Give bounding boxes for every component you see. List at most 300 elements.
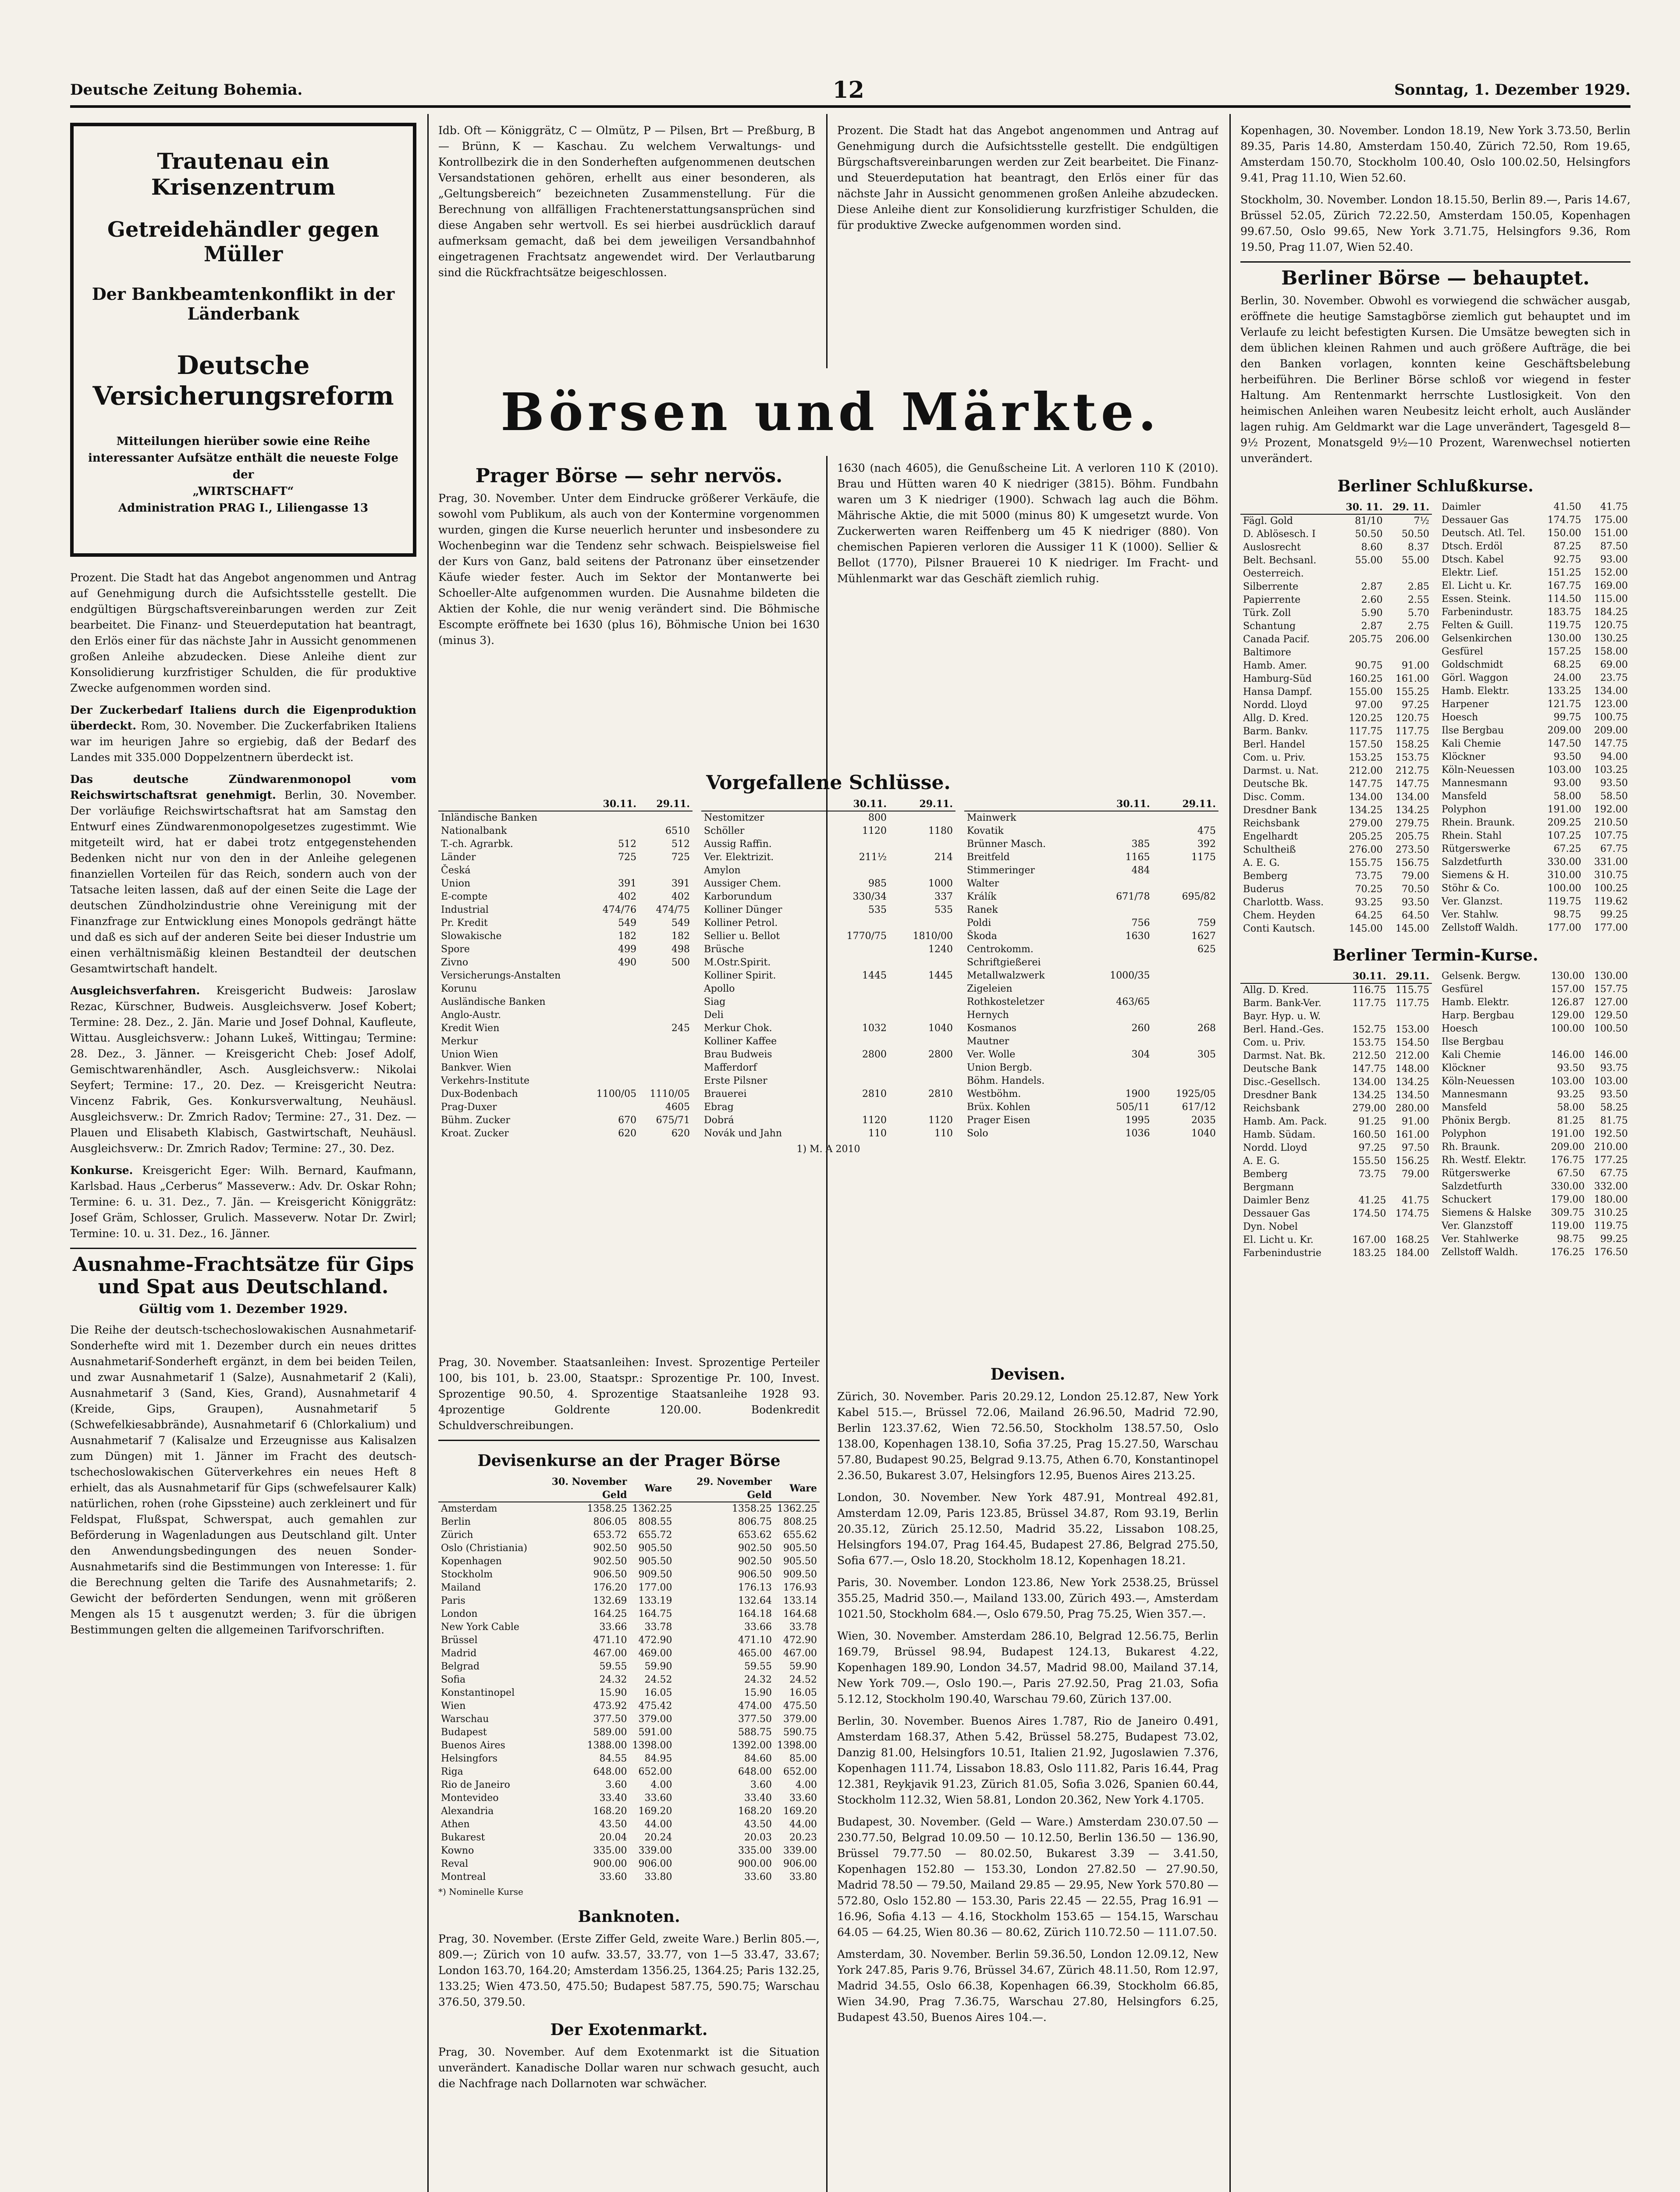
table-row [438,838,693,851]
table-row [438,1844,820,1858]
row-label: Dobrá [704,1115,734,1126]
table-cell: 114.50 [1547,594,1581,605]
table-row [1439,1128,1630,1141]
article-text: London, 30. November. New York 487.91, Montreal 492.81, Amsterdam 12.09, Paris 123.85, Brüssel 34.87, Rom 93.19, Berlin 20.35.12, Zürich 25.12.50, Madrid 35.22, Lissabon 108.25, Helsingfors 194.07, Prag 164.45, Budapest 27.86, Belgrad 275.50, Sofia 677.—, Oslo 18.20, Stockholm 18.12, Kopenhagen 18.21. [837,1491,1218,1567]
table-row [701,1009,955,1022]
row-label: Canada Pacif. [1243,634,1310,645]
row-label: Nestomitzer [704,812,764,823]
row-label: Disc.-Gesellsch. [1243,1077,1321,1088]
row-label: Hamb. Elektr. [1442,997,1510,1008]
table-cell: 93.50 [1557,1063,1585,1074]
column-header: 30.11. [1087,797,1152,811]
table-cell: 653.62 [738,1530,772,1541]
row-label: Alexandria [441,1806,494,1817]
table-cell: 176.50 [1594,1247,1628,1258]
table-cell [586,1048,639,1061]
row-label: Ilse Bergbau [1442,1036,1504,1047]
table-cell: 475.50 [783,1701,817,1712]
table-row [438,1127,693,1140]
table-cell: 130.00 [1551,971,1585,982]
table-cell [889,838,955,851]
table-cell: 130.00 [1547,633,1581,644]
table-cell: 671/78 [1116,891,1150,902]
table-cell: 909.50 [783,1569,817,1580]
row-label: Amylon [704,865,741,876]
table-cell: 59.55 [599,1661,627,1672]
table-cell: 905.50 [638,1543,672,1554]
table-cell [889,1101,955,1114]
table-row [1240,1128,1432,1142]
table-row [1240,883,1432,896]
table-row [1240,922,1432,936]
article-text: Die Reihe der deutsch-tschechoslowakischen Ausnahmetarif-Sonderhefte wird mit 1. Dezember durch ein neues drittes Ausnahmetarif-Sonderheft ergänzt, in dem bei beiden Teilen, und zwar Ausnahmetarif 1 (Salze), Ausnahmetarif 2 (Kali), Ausnahmetarif 3 (Sand, Kies, Grand), Ausnahmetarif 4 (Kreide, Gips, Graupen), Ausnahmetarif 5 (Schwefelkiesabbrände), Ausnahmetarif 6 (Chlorkalium) und Ausnahmetarif 7 (Kalisalze und Erzeugnisse aus Kalisalzen zum Düngen) mit 1. Jänner im Fracht des deutsch-tschechoslowakischen Güterverkehres ein neues Heft 8 erhielt, das als Ausnahmetarif für Gips (schwefelsaurer Kalk) natürlichen, rohen (rohe Gipssteine) auch zerkleinert und für Feldspat, Flußspat, Schwerspat, auch gemahlen zur Beförderung in Wagenladungen aus Deutschland gilt. Unter den Anwendungsbedingungen des neuen Sonder-Ausnahmetarifs sind die Bestimmungen von Interesse: 1. für die Berechnung gelten die Tarife des Ausnahmetarifs; 2. Gewicht der beförderten Sendungen, wenn mit größeren Mengen als 15 t ausgenutzt werden; 3. für die übrigen Bestimmungen gelten die allgemeinen Tarifvorschriften. [70,1324,416,1636]
table-row [1240,1221,1432,1234]
table-row [1439,751,1630,764]
table-cell: 310.25 [1594,1207,1628,1218]
ad-headline-4: Deutsche Versicherungsreform [92,350,394,411]
row-label: Hoesch [1442,712,1478,723]
table-cell: 59.55 [744,1661,772,1672]
table-cell: 84.95 [644,1753,672,1764]
row-label: Böhm. Handels. [967,1075,1045,1086]
table-cell: 20.23 [789,1832,817,1843]
row-label: Kolliner Spirit. [704,970,776,981]
table-row [1439,737,1630,751]
article-text: Prag, 30. November. Staatsanleihen: Invest. Sprozentige Perteiler 100, bis 101, b. 23.00, Staatspr.: Sprozentige Pr. 100, Invest. Sprozentige 90.50, 4. Sprozentige Staatsanleihe 1928 93. 4prozentige Goldrente 120.00. Bodenkredit Schuldverschreibungen. [438,1356,820,1432]
row-label: Berlin [441,1516,471,1527]
row-label: Inländische Banken [441,812,538,823]
table-row [1240,1142,1432,1155]
table-cell: 33.40 [599,1793,627,1804]
table-cell [1385,646,1432,659]
table-cell [889,1061,955,1075]
row-label: Sellier u. Bellot [704,931,780,942]
table-row [1439,1088,1630,1101]
table-cell: 33.66 [744,1622,772,1633]
table-row [1439,1233,1630,1246]
row-label: Oslo (Christiania) [441,1543,527,1554]
row-label: Rhein. Braunk. [1442,817,1515,828]
table-cell [1339,567,1385,580]
table-cell: 490 [618,957,637,968]
table-cell: 177.00 [1594,922,1628,933]
row-label: Gesfürel [1442,984,1483,995]
advertisement-box [70,123,416,557]
table-row [701,996,955,1009]
table-row [964,996,1218,1009]
row-label: Reichsbank [1243,1103,1300,1114]
table-cell [889,956,955,969]
table-cell [823,1061,889,1075]
row-label: Erste Pilsner [704,1075,767,1086]
page-number: 12 [832,76,864,103]
table-cell: 2.87 [1361,621,1383,632]
table-cell: 1445 [862,970,887,981]
row-label: Spore [441,944,470,955]
table-cell [586,1101,639,1114]
row-label: Korunu [441,983,477,994]
table-cell [1389,1181,1432,1194]
ad-headline-3: Der Bankbeamtenkonflikt in der Länderbank [92,284,395,324]
row-label: Bergmann [1243,1182,1294,1193]
table-cell: 209.00 [1551,1142,1585,1153]
table-row [701,982,955,996]
row-label: Schultheiß [1243,844,1296,855]
row-label: Rh. Braunk. [1442,1142,1500,1153]
row-label: Riga [441,1766,463,1777]
table-cell: 97.00 [1355,700,1383,711]
ad-note: Mitteilungen hierüber sowie eine Reihe interessanter Aufsätze enthält die neueste Folge der [88,435,398,481]
section-title: Berliner Börse — behauptet. [1281,267,1590,289]
table-cell: 179.00 [1551,1194,1585,1205]
table-row [1439,1154,1630,1167]
row-label: Schriftgießerei [967,957,1041,968]
column-header: Ware [774,1475,820,1502]
row-label: Hamb. Am. Pack. [1243,1116,1327,1127]
row-label: Kovatik [967,826,1004,836]
table-cell: 900.00 [593,1858,627,1869]
row-label: Poldi [967,918,991,929]
table-cell: 1810/00 [913,931,953,942]
column-header: 30. November Geld [530,1475,630,1502]
row-label: Kowno [441,1845,474,1856]
table-cell: 110 [934,1128,953,1139]
table-cell: 8.60 [1361,542,1383,553]
table-row [438,1114,693,1127]
table-cell: 467.00 [593,1648,627,1659]
table-cell: 182 [671,931,690,942]
table-row [438,1621,820,1634]
table-cell: 130.25 [1594,633,1628,644]
table-row [438,1009,693,1022]
table-cell: 129.50 [1594,1010,1628,1021]
table-row [1240,870,1432,883]
table-row [438,877,693,890]
table-cell: 330/34 [852,891,887,902]
table-cell [1385,567,1432,580]
table-cell: 64.25 [1355,910,1383,921]
table-row [1439,1049,1630,1062]
table-cell: 134.25 [1352,1090,1386,1101]
table-cell: 1000 [928,878,953,889]
row-label: Dtsch. Erdöl [1442,541,1503,552]
column-header [1240,501,1339,514]
table-row [1439,1167,1630,1180]
row-label: Länder [441,852,476,863]
table-row [1439,501,1630,514]
table-row [438,1555,820,1568]
table-cell: 153.75 [1352,1037,1386,1048]
table-row [1240,725,1432,738]
table-row [438,904,693,917]
table-row [964,1127,1218,1140]
table-row [1439,1101,1630,1114]
table-cell: 73.75 [1355,871,1383,882]
table-cell [823,838,889,851]
row-label: Mafferdorf [704,1062,757,1073]
row-label: Merkur [441,1036,478,1047]
table-cell: 91.00 [1402,660,1429,671]
table-cell: 126.87 [1551,997,1585,1008]
table-cell: 33.80 [789,1872,817,1882]
article-text: Prag, 30. November. Unter dem Eindrucke größerer Verkäufe, die sowohl vom Publikum, als auch von der Kontermine vorgenommen wurden, gingen die Kurse neuerlich herunter und insbesondere zu Wochenbeginn war die Tendenz sehr schwach. Beispielsweise fiel der Kurs von Ganz, bald seitens der Patronanz über einsetzender Käufe wieder fester. Auch im Sektor der Montanwerte bei Schoeller-Alte aufgenommen wurden. Die Ausnahme bildeten die Aktien der Kohle, die nur wenig verändert sind. Die Böhmische Escompte eröffnete bei 1630 (plus 16), Böhmische Union bei 1630 (minus 3). [438,492,820,647]
table-cell: 155.25 [1396,687,1429,697]
table-row [964,1101,1218,1114]
table-cell: 331.00 [1594,857,1628,868]
table-cell: 3.60 [750,1779,772,1790]
table-cell: 91.00 [1402,1116,1429,1127]
article-body: Kreisgericht Budweis: Jaroslaw Rezac, Kürschner, Budweis. Ausgleichsverw. Josef Kobert; Termine: 28. Dez., 2. Jän. Marie und Josef Dohnal, Kaufleute, Wittau. Ausgleichsverw.: Johann Lukeš, Wittingau; Termine: 28. Dez., 3. Jänner. — Kreisgericht Cheb: Josef Adolf, Gemischtwarenhändler, Asch. Ausgleichsverw.: Nikolai Seyfert; Termine: 17., 20. Dez. — Kreisgericht Neutra: Vincenz Fabrik, Ges. Konkursverwaltung, Neuhäusl. Ausgleichsverw.: Dr. Zmrich Radov; Termine: 27., 31. Dez. — Plauen und Elisabeth Klabisch, Gastwirtschaft, Neuhäusl. Ausgleichsverw.: Dr. Zmrich Radov; Termine: 27., 30. Dez. [70,984,416,1155]
row-label: Aussig Raffin. [704,839,772,850]
column-header: 29. 11. [1385,501,1432,514]
table-cell: 535 [934,904,953,915]
row-label: Česká [441,865,471,876]
table-cell: 134.50 [1396,1090,1429,1101]
table-cell: 103.00 [1551,1076,1585,1087]
table-row [1240,1023,1432,1036]
table-row [438,1805,820,1818]
column-header: 30.11. [586,797,639,811]
table-row [1439,685,1630,698]
table-cell: 806.05 [593,1516,627,1527]
table-cell: 168.25 [1396,1235,1429,1245]
closings-table [964,797,1218,1140]
row-label: Ver. Glanzst. [1442,896,1503,907]
table-row [438,1542,820,1555]
divider [1240,261,1630,263]
table-cell: 1362.25 [777,1503,817,1514]
table-cell: 44.00 [644,1819,672,1830]
table-row [438,1858,820,1871]
row-label: Deutsche Bank [1243,1064,1317,1075]
table-cell: 58.25 [1600,1102,1628,1113]
article-body: Berlin, 30. November. Der vorläufige Reichswirtschaftsrat hat am Samstag den Entwurf eines Zündwarenmonopolgesetzes zugestimmt. Wie mitgeteilt wird, hat er dabei trotz entgegenstehenden Bedenken nicht nur von den in der Anleihe gelegenen finanziellen Vorteilen für das Reich, sondern auch von der Tatsache leiten lassen, daß auf der einen Seite die Lage der deutschen Zündholzindustrie ohne Vereinigung mit der Finanzfrage zur Entwicklung eines Monopols gedrängt hätte und daß es sich auf der anderen Seite bei dieser Industrie um einen verhältnismäßig kleinen Bestandteil der deutschen Gesamtwirtschaft handelt. [70,789,416,975]
row-label: Auslosrecht [1243,542,1301,553]
article-text: Berlin, 30. November. Obwohl es vorwiegend die schwächer ausgab, eröffnete die heutige Samstagbörse ziemlich gut behauptet und im Verlaufe zu leicht befestigten Kursen. Die Umsätze bewegten sich in dem üblichen kleinen Rahmen und auch größere Aufträge, die bei den Banken vorlagen, konnten keine Geschäftsbelebung herbeiführen. Die Berliner Börse schloß vor wiegend in fester Haltung. Am Rentenmarkt herrschte Lustlosigkeit. Von den heimischen Anleihen waren Neubesitz leicht erholt, auch Ausländer lagen ruhig. Am Geldmarkt war die Lage unverändert, Tagesgeld 8—9½ Prozent, Monatsgeld 9½—10 Prozent, Warenwechsel notierten unverändert. [1240,294,1630,465]
table-row [438,982,693,996]
row-label: Wien [441,1701,466,1712]
row-label: Králík [967,891,997,902]
row-label: Dux-Bodenbach [441,1089,518,1100]
row-label: M.Ostr.Spirit. [704,957,771,968]
row-label: Kroat. Zucker [441,1128,509,1139]
row-label: Papierrente [1243,594,1301,605]
table-cell: 93.50 [1600,778,1628,789]
table-row [1439,619,1630,632]
table-cell [1339,646,1385,659]
table-row [1240,1168,1432,1181]
table-cell: 474/76 [602,904,637,915]
table-cell: 167.00 [1352,1235,1386,1245]
table-cell: 58.00 [1557,1102,1585,1113]
table-cell: 41.75 [1402,1195,1429,1206]
table-cell: 909.50 [638,1569,672,1580]
table-row [438,996,693,1009]
table-cell: 725 [671,852,690,863]
row-label: Köln-Neuessen [1442,1076,1515,1087]
table-cell: 119.75 [1594,1221,1628,1231]
column-header: 29. November Geld [675,1475,774,1502]
table-cell [823,956,889,969]
table-row [1240,712,1432,725]
table-row [1240,1036,1432,1050]
table-cell: 725 [618,852,637,863]
table-cell: 154.50 [1396,1037,1429,1048]
table-row [1240,983,1432,997]
table-row [438,1502,820,1516]
table-row [438,1101,693,1114]
table-cell [639,1009,693,1022]
table-cell [639,1061,693,1075]
table-cell: 59.90 [644,1661,672,1672]
row-label: Ilse Bergbau [1442,725,1504,736]
table-cell [1346,1221,1389,1234]
table-cell: 93.50 [1600,1089,1628,1100]
row-label: Hamb. Südam. [1243,1129,1316,1140]
table-row [1439,1062,1630,1075]
row-label: Hansa Dampf. [1243,687,1312,697]
row-label: Klöckner [1442,751,1486,762]
table-cell: 41.75 [1600,502,1628,512]
table-row [1439,983,1630,996]
table-cell: 33.78 [789,1622,817,1633]
table-cell: 192.50 [1594,1128,1628,1139]
table-cell: 176.75 [1551,1155,1585,1166]
ad-headline-1: Trautenau ein Krisenzentrum [151,148,336,200]
table-row [1240,857,1432,870]
row-label: Kopenhagen [441,1556,502,1567]
table-cell: 902.50 [593,1556,627,1567]
closings-table [438,797,693,1140]
row-label: New York Cable [441,1622,519,1633]
row-label: Brüssel [441,1635,478,1646]
table-row [438,825,693,838]
row-label: Dresdner Bank [1243,805,1317,816]
table-row [1240,673,1432,686]
table-cell: 33.60 [789,1793,817,1804]
table-cell: 906.00 [783,1858,817,1869]
table-footnote: 1) M. A 2010 [796,1144,860,1155]
table-cell: 591.00 [638,1727,672,1738]
table-row [438,1779,820,1792]
article-text: Prozent. Die Stadt hat das Angebot angenommen und Antrag auf Genehmigung durch die Aufsichtsstelle gestellt. Die endgültigen Bürgschaftsvereinbarungen werden zur Zeit bearbeitet. Die Finanz- und Steuerdeputation hat beantragt, den Erlös einer für das nächste Jahr in Aussicht genommenen großen Anleihe abzudecken. Diese Anleihe dient zur Konsolidierung kurzfristiger Schulden, die für produktive Zwecke aufgenommen worden sind. [837,124,1218,231]
table-row [964,956,1218,969]
table-row [1240,804,1432,817]
table-row [964,930,1218,943]
table-cell: 183.75 [1547,607,1581,618]
table-cell [889,811,955,825]
table-cell: 107.75 [1594,830,1628,841]
section-banner: Börsen und Märkte. [501,381,1161,442]
table-cell: 107.25 [1547,830,1581,841]
table-row [1439,566,1630,580]
row-label: Bühm. Zucker [441,1115,510,1126]
table-cell: 465.00 [738,1648,772,1659]
closing-rates-table [1240,501,1630,936]
table-row [1439,724,1630,737]
article-text: Amsterdam, 30. November. Berlin 59.36.50, London 12.09.12, New York 247.85, Paris 9.76, Brüssel 34.67, Zürich 48.11.50, Rom 12.97, Madrid 34.55, Oslo 66.38, Kopenhagen 66.39, Stockholm 66.85, Wien 34.90, Prag 7.36.75, Warschau 27.80, Helsingfors 6.25, Budapest 43.50, Buenos Aires 104.—. [837,1948,1218,2024]
table-row [438,1700,820,1713]
table-row [438,1713,820,1726]
table-row [438,1581,820,1594]
table-cell: 43.50 [599,1819,627,1830]
row-label: Daimler Benz [1243,1195,1310,1206]
row-label: Allg. D. Kred. [1243,713,1309,724]
row-label: Darmst. Nat. Bk. [1243,1050,1325,1061]
table-cell: 164.75 [638,1608,672,1619]
table-row [1439,922,1630,935]
table-cell: 1398.00 [777,1740,817,1751]
row-label: Walter [967,878,999,889]
table-cell: 212.00 [1396,1050,1429,1061]
row-label: Mansfeld [1442,791,1487,802]
table-cell: 145.00 [1349,923,1383,934]
table-cell: 15.90 [599,1687,627,1698]
table-cell [586,982,639,996]
row-label: Zürich [441,1530,473,1541]
table-row [964,1048,1218,1061]
table-cell: 120.75 [1594,620,1628,631]
table-cell [639,982,693,996]
table-cell: 549 [618,918,637,929]
table-cell: 97.25 [1402,700,1429,711]
table-row [1240,1010,1432,1023]
table-cell: 5.90 [1361,608,1383,619]
table-cell: 2800 [862,1049,887,1060]
table-cell: 161.00 [1396,1129,1429,1140]
row-label: Warschau [441,1714,489,1725]
row-label: Disc. Comm. [1243,792,1305,803]
table-cell: 16.05 [644,1687,672,1698]
table-cell [889,1009,955,1022]
table-row [438,1739,820,1752]
table-cell: 44.00 [789,1819,817,1830]
table-cell: 1120 [862,826,887,836]
table-row [1439,1114,1630,1128]
table-cell: 472.90 [638,1635,672,1646]
row-label: Darmst. u. Nat. [1243,765,1319,776]
table-cell: 2.55 [1408,594,1429,605]
table-cell [586,1061,639,1075]
table-row [701,956,955,969]
row-label: Mainwerk [967,812,1016,823]
currency-table [438,1475,820,1884]
table-cell: 24.52 [789,1674,817,1685]
table-cell: 93.50 [1553,751,1581,762]
article-text: Wien, 30. November. Amsterdam 286.10, Belgrad 12.56.75, Berlin 169.79, Brüssel 98.94, Budapest 124.13, Bukarest 4.22, Kopenhagen 189.90, London 34.57, Madrid 98.00, Mailand 37.14, New York 709.—, Oslo 190.—, Paris 27.92.50, Prag 21.03, Sofia 5.12.12, Stockholm 190.40, Warschau 79.60, Zürich 137.00. [837,1630,1218,1705]
column-2-top [438,123,815,373]
table-row [438,1088,693,1101]
table-cell: 1398.00 [632,1740,672,1751]
table-row [438,1594,820,1608]
ad-publication: „WIRTSCHAFT“ [192,485,294,498]
table-cell: 475.42 [638,1701,672,1712]
table-row [1240,1050,1432,1063]
row-label: Goldschmidt [1442,659,1503,670]
row-label: Kolliner Dünger [704,904,782,915]
table-cell: 117.75 [1396,998,1429,1009]
table-cell: 117.75 [1349,726,1383,737]
table-cell: 100.00 [1547,883,1581,894]
row-label: Apollo [704,983,735,994]
row-label: Gelsenk. Bergw. [1442,971,1521,982]
section-title: Berliner Termin-Kurse. [1332,946,1538,964]
table-cell: 379.00 [638,1714,672,1725]
prague-exchange-article [438,460,820,758]
row-label: Prager Eisen [967,1115,1030,1126]
table-cell [1087,1061,1152,1075]
table-row [1240,1181,1432,1194]
